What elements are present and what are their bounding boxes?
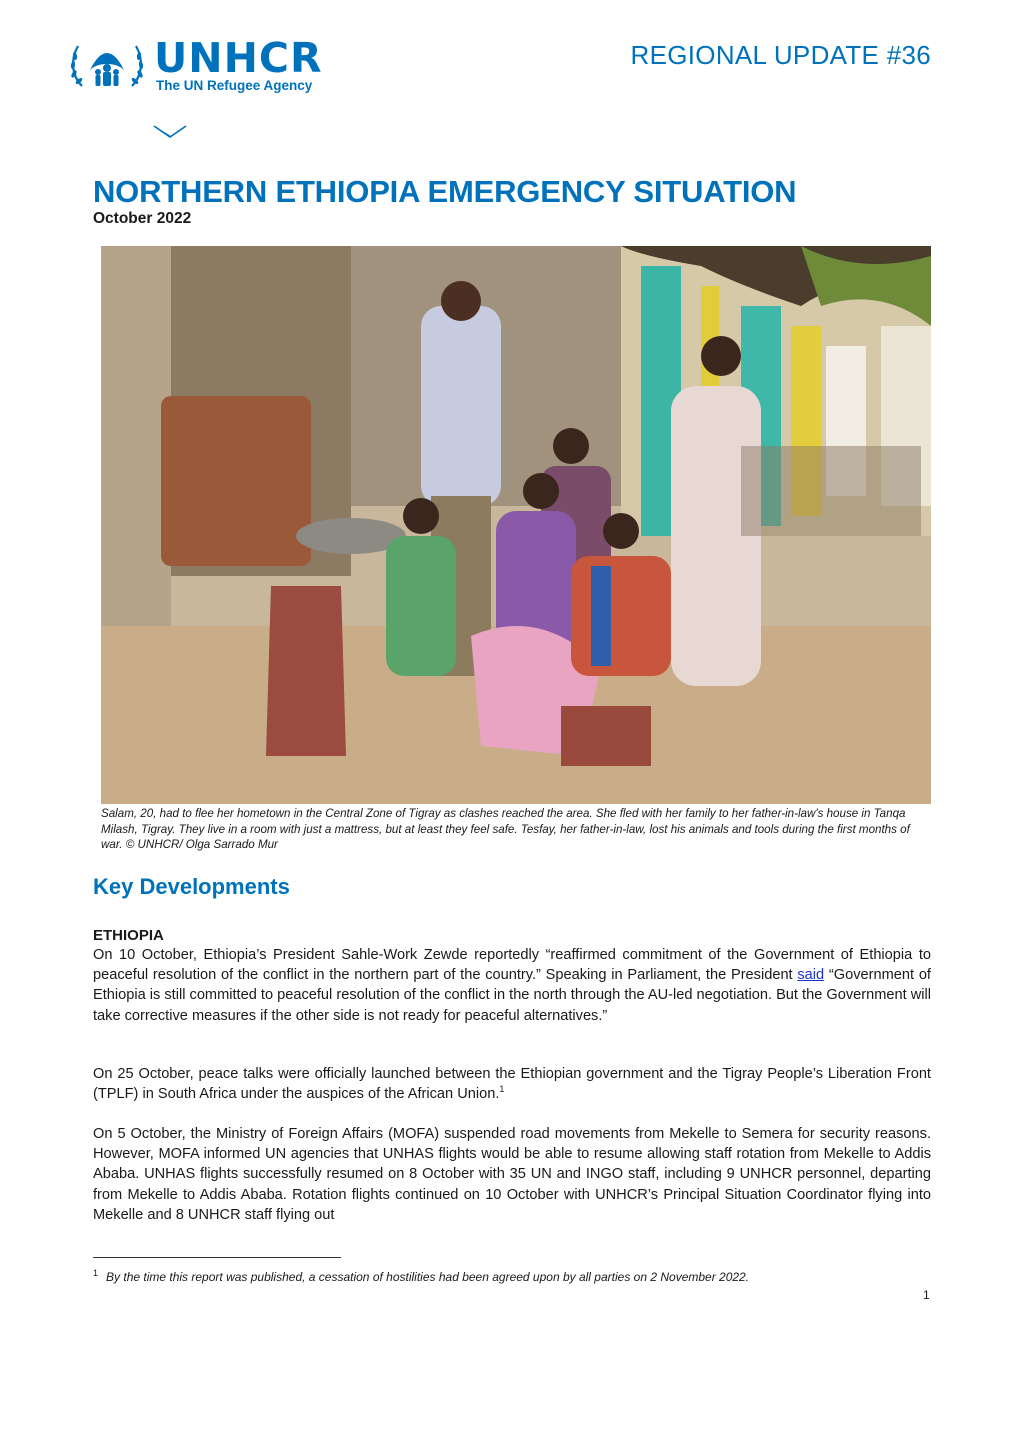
footnote-ref[interactable]: 1: [499, 1084, 505, 1095]
footnote-divider: [93, 1257, 341, 1258]
key-developments-heading: Key Developments: [93, 874, 290, 899]
logo-tagline: The UN Refugee Agency: [156, 78, 313, 93]
paragraph-2: [93, 1064, 931, 1104]
chevron-down-icon: [152, 124, 188, 140]
footnote-mark: 1: [93, 1268, 99, 1278]
regional-update-label: REGIONAL UPDATE #36: [630, 40, 931, 70]
paragraph-3: On 5 October, the Ministry of Foreign Affairs (MOFA) suspended road movements from Mekelle to Semera for security reasons. However, MOFA informed UN agencies that UNHAS flights would be able to resume allowing staff rotation from Mekelle to Addis Ababa. UNHAS flights successfully resumed on 8 October with 35 UN and INGO staff, including 9 UNHCR personnel, departing from Mekelle to Addis Ababa. Rotation flights continued on 10 October with UNHCR’s Principal Situation Coordinator flying into Mekelle and 8 UNHCR staff flying out: [93, 1126, 931, 1223]
footnote-text: By the time this report was published, a cessation of hostilities had been agreed upon by all parties on 2 November 2022.: [106, 1270, 750, 1284]
cover-photo: [101, 246, 931, 804]
unhcr-logo: [68, 34, 358, 96]
report-date: October 2022: [93, 210, 192, 227]
logo-brand: UNHCR: [154, 34, 323, 82]
footnote: [93, 1268, 749, 1284]
page-number: 1: [923, 1288, 930, 1302]
family-photo-illustration: [101, 246, 931, 804]
page-title: NORTHERN ETHIOPIA EMERGENCY SITUATION: [93, 174, 797, 209]
paragraph-1: [93, 945, 931, 1026]
paragraph-1-text-end: “Government of Ethiopia is still committed to peaceful resolution of the conflict in the north through the AU-led negotiation. But the Government will take corrective measures if the other side is not ready for peaceful alternatives.”: [93, 967, 931, 1024]
unhcr-emblem-icon: [68, 34, 146, 94]
paragraph-1-text-start: On 10 October, Ethiopia’s President Sahle-Work Zewde reportedly “reaffirmed commitment of the Government of Ethiopia to peaceful resolution of the conflict in the northern part of the country.” Speaking in Parliament, the President: [93, 947, 931, 984]
photo-caption: Salam, 20, had to flee her hometown in the Central Zone of Tigray as clashes reached the area. She fled with her family to her father-in-law's house in Tanqa Milash, Tigray. They live in a room with just a mattress, but at least they feel safe. Tesfay, her father-in-law, lost his animals and tools during the first months of war. © UNHCR/ Olga Sarrado Mur: [101, 807, 910, 851]
said-link[interactable]: said: [797, 967, 825, 984]
country-subheading: ETHIOPIA: [93, 927, 164, 944]
paragraph-2-text: On 25 October, peace talks were officially launched between the Ethiopian government and the Tigray People’s Liberation Front (TPLF) in South Africa under the auspices of the African Union.: [93, 1066, 931, 1103]
